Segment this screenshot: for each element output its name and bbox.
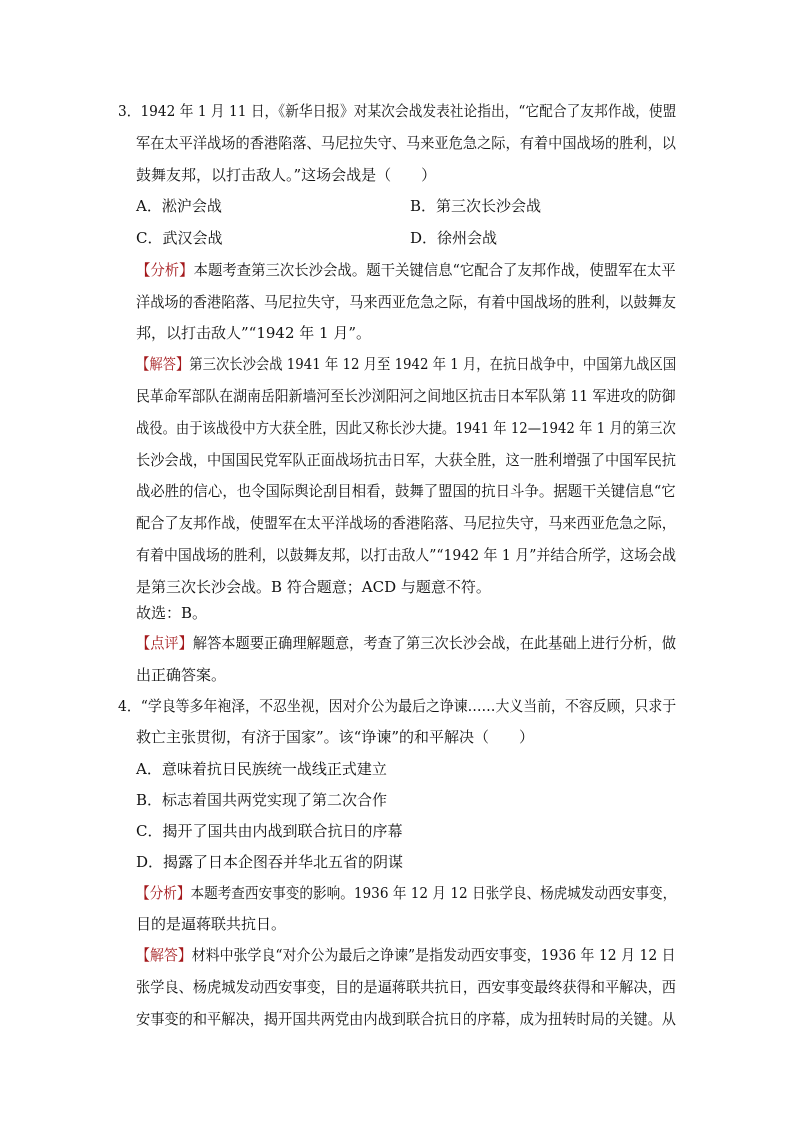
- q4-option-a: A．意味着抗日民族统一战线正式建立: [136, 760, 387, 778]
- analysis-text: 本题考查第三次长沙会战。题干关键信息“它配合了友邦作战，使盟军在太平: [193, 261, 676, 279]
- q4-option-d: D．揭露了日本企图吞并华北五省的阴谋: [136, 853, 404, 871]
- q4-option-b: B．标志着国共两党实现了第二次合作: [136, 791, 388, 809]
- q4-answer-line-3: 安事变的和平解决，揭开国共两党由内战到联合抗日的序幕，成为扭转时局的关键。从: [136, 1010, 677, 1028]
- q3-stem-line-1: 3．1942 年 1 月 11 日，《新华日报》对某次会战发表社论指出，“它配合了友邦作战，使盟: [118, 102, 677, 120]
- q3-answer-line-7: 有着中国战场的胜利，以鼓舞友邦，以打击敌人”“1942 年 1 月”并结合所学，这场会战: [136, 546, 677, 564]
- q3-choice: 故选：B。: [136, 604, 208, 622]
- q3-analysis-line-2: 洋战场的香港陷落、马尼拉失守，马来西亚危急之际，有着中国战场的胜利，以鼓舞友: [136, 293, 677, 311]
- q4-answer-line-2: 张学良、杨虎城发动西安事变，目的是逼蒋联共抗日，西安事变最终获得和平解决，西: [136, 978, 677, 996]
- q3-answer-line-2: 民革命军部队在湖南岳阳新墙河至长沙浏阳河之间地区抗击日本军队第 11 军进攻的防御: [136, 387, 676, 405]
- q3-option-d: D．徐州会战: [410, 229, 498, 247]
- answer-text: 第三次长沙会战 1941 年 12 月至 1942 年 1 月，在抗日战争中，中国第九战区国: [189, 355, 677, 373]
- q3-answer-line-4: 长沙会战，中国国民党军队正面战场抗击日军，大获全胜，这一胜利增强了中国军民抗: [136, 451, 677, 469]
- q3-analysis-line-3: 邦，以打击敌人”“1942 年 1 月”。: [136, 324, 372, 342]
- analysis-tag: 【分析】: [136, 884, 191, 902]
- q3-stem-line-2: 军在太平洋战场的香港陷落、马尼拉失守、马来亚危急之际，有着中国战场的胜利，以: [136, 134, 677, 152]
- answer-tag: 【解答】: [136, 355, 190, 373]
- q3-answer-line-3: 战役。由于该战役中方大获全胜，因此又称长沙大捷。1941 年 12—1942 年 1 月的第三次: [136, 419, 676, 437]
- q3-option-b: B．第三次长沙会战: [410, 197, 542, 215]
- q4-analysis-line-1: [136, 883, 676, 903]
- q3-comment-line-1: [136, 633, 676, 653]
- q3-answer-line-5: 战必胜的信心，也令国际舆论刮目相看，鼓舞了盟国的抗日斗争。据题干关键信息“它: [136, 482, 676, 500]
- q4-stem-line-2: 救亡主张贯彻，有济于国家”。该“诤谏”的和平解决（ ）: [136, 728, 535, 746]
- comment-tag: 【点评】: [136, 634, 193, 652]
- q3-answer-line-1: [136, 354, 676, 374]
- q4-answer-line-1: [136, 945, 676, 965]
- q3-comment-line-2: 出正确答案。: [136, 666, 227, 684]
- answer-text: 材料中张学良“对介公为最后之诤谏”是指发动西安事变，1936 年 12 月 12 日: [191, 946, 676, 964]
- q3-option-c: C．武汉会战: [136, 229, 223, 247]
- analysis-text: 本题考查西安事变的影响。1936 年 12 月 12 日张学良、杨虎城发动西安事变，: [190, 884, 677, 902]
- comment-text: 解答本题要正确理解题意，考查了第三次长沙会战，在此基础上进行分析，做: [192, 634, 677, 652]
- q3-answer-line-8: 是第三次长沙会战。B 符合题意；ACD 与题意不符。: [136, 578, 491, 596]
- q3-option-a: A．淞沪会战: [136, 197, 222, 215]
- q4-stem-line-1: 4．“学良等多年袍泽，不忍坐视，因对介公为最后之诤谏……大义当前，不容反顾，只求于: [118, 697, 677, 715]
- q3-stem-line-3: 鼓舞友邦，以打击敌人。”这场会战是（ ）: [136, 166, 437, 184]
- analysis-tag: 【分析】: [136, 261, 194, 279]
- q3-answer-line-6: 配合了友邦作战，使盟军在太平洋战场的香港陷落、马尼拉失守，马来西亚危急之际，: [136, 514, 677, 532]
- q4-analysis-line-2: 目的是逼蒋联共抗日。: [136, 915, 287, 933]
- answer-tag: 【解答】: [136, 946, 192, 964]
- q3-analysis-line-1: [136, 260, 676, 280]
- q4-option-c: C．揭开了国共由内战到联合抗日的序幕: [136, 822, 403, 840]
